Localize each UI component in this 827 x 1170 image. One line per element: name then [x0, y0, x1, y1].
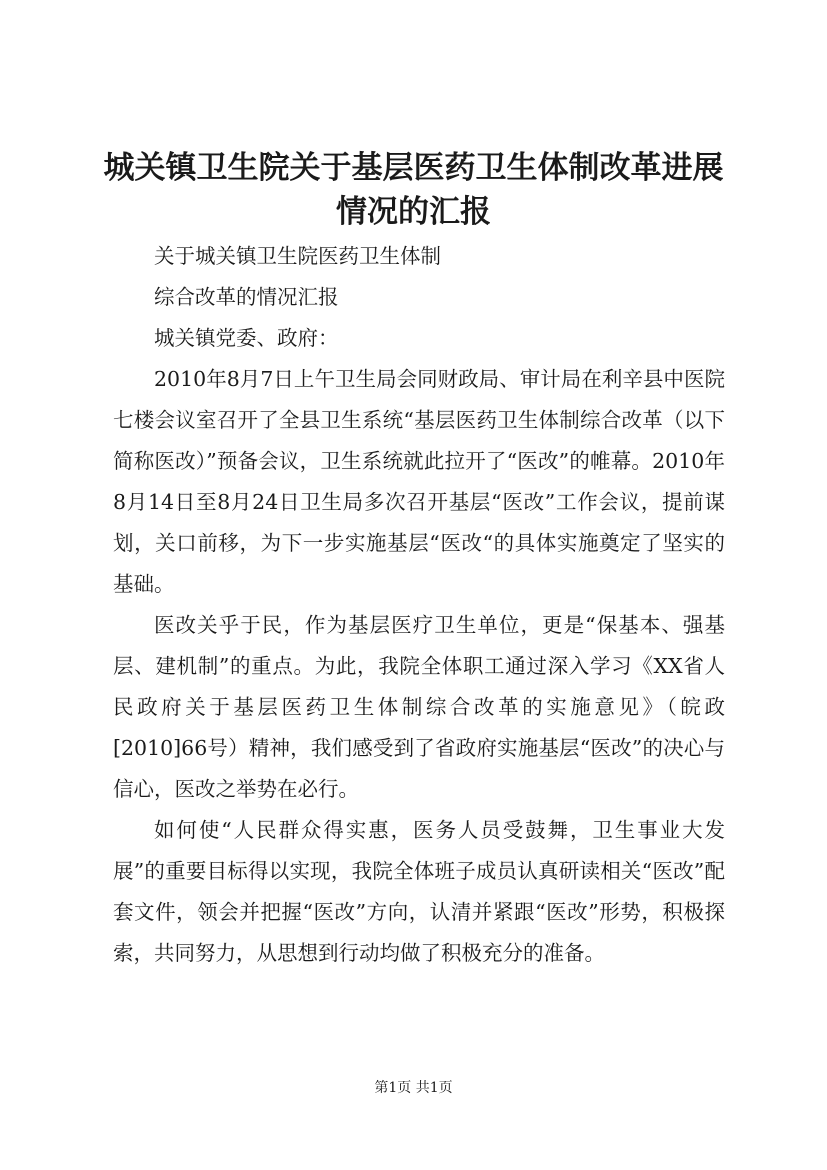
document-body — [113, 236, 725, 974]
paragraph: 2010年8月7日上午卫生局会同财政局、审计局在利辛县中医院七楼会议室召开了全县卫生系统“基层医药卫生体制综合改革（以下简称医改）”预备会议，卫生系统就此拉开了“医改”的帷幕。2010年8月14日至8月24日卫生局多次召开基层“医改”工作会议，提前谋划，关口前移，为下一步实施基层“医改“的具体实施奠定了坚实的基础。 — [113, 367, 725, 596]
paragraph: 城关镇党委、政府： — [154, 326, 339, 350]
paragraph: 如何使“人民群众得实惠，医务人员受鼓舞，卫生事业大发展”的重要目标得以实现，我院全体班子成员认真研读相关“医改”配套文件，领会并把握“医改”方向，认清并紧跟“医改”形势，积极探索，共同努力，从思想到行动均做了积极充分的准备。 — [113, 818, 725, 965]
paragraph: 医改关乎于民，作为基层医疗卫生单位，更是“保基本、强基层、建机制”的重点。为此，我院全体职工通过深入学习《XX省人民政府关于基层医药卫生体制综合改革的实施意见》（皖政[2010]66号）精神，我们感受到了省政府实施基层“医改”的决心与信心，医改之举势在必行。 — [113, 613, 725, 801]
paragraph: 关于城关镇卫生院医药卫生体制 — [154, 244, 441, 268]
title-line-2: 情况的汇报 — [336, 194, 491, 230]
document-title — [100, 146, 727, 234]
page-footer: 第1页 共1页 — [374, 1080, 453, 1096]
title-line-1: 城关镇卫生院关于基层医药卫生体制改革进展 — [103, 150, 724, 186]
paragraph: 综合改革的情况汇报 — [154, 285, 339, 309]
